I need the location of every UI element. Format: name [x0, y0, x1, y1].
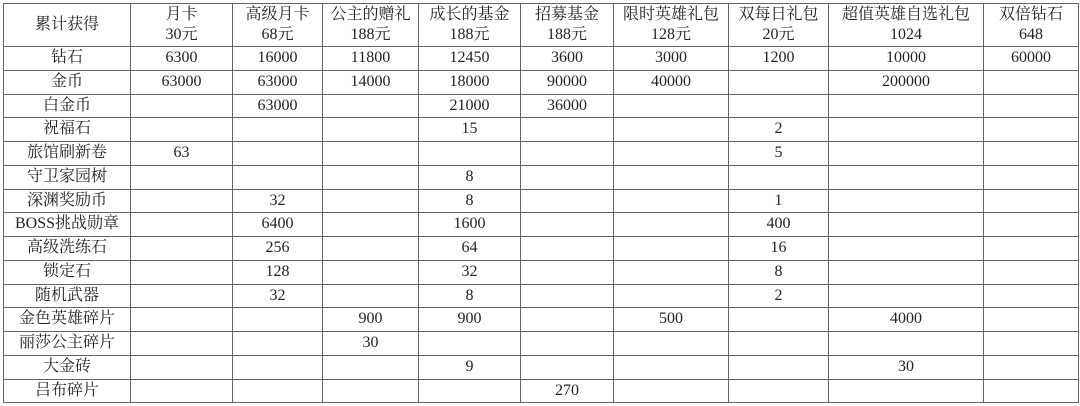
table-cell: 12450: [419, 47, 521, 71]
table-cell: [521, 332, 614, 356]
table-row: [4, 142, 1079, 166]
table-cell: [323, 142, 419, 166]
row-header: 随机武器: [4, 284, 131, 308]
table-cell: 11800: [323, 47, 419, 71]
table-cell: 63: [131, 142, 233, 166]
table-cell: 900: [323, 308, 419, 332]
table-cell: [521, 260, 614, 284]
table-row: [4, 70, 1079, 94]
row-header: 金色英雄碎片: [4, 308, 131, 332]
table-cell: 30: [829, 355, 984, 379]
column-price: 128元: [650, 26, 691, 43]
column-label: 超值英雄自选礼包: [841, 6, 970, 23]
row-header: 吕布碎片: [4, 379, 131, 403]
table-cell: [984, 165, 1079, 189]
table-cell: [521, 189, 614, 213]
table-cell: [614, 379, 729, 403]
table-cell: [984, 332, 1079, 356]
table-cell: [131, 379, 233, 403]
table-body: [4, 47, 1079, 403]
table-cell: 3600: [521, 47, 614, 71]
table-cell: 9: [419, 355, 521, 379]
column-header: [323, 4, 419, 47]
table-cell: [984, 260, 1079, 284]
table-cell: [829, 237, 984, 261]
table-cell: [233, 118, 323, 142]
table-cell: [419, 379, 521, 403]
table-cell: [614, 118, 729, 142]
table-cell: 63000: [233, 94, 323, 118]
table-cell: [614, 284, 729, 308]
table-cell: [829, 260, 984, 284]
table-cell: [829, 118, 984, 142]
table-cell: [131, 284, 233, 308]
table-cell: [521, 355, 614, 379]
column-label: 双每日礼包: [738, 6, 819, 23]
table-cell: 5: [729, 142, 829, 166]
table-cell: 63000: [131, 70, 233, 94]
table-cell: [614, 189, 729, 213]
table-cell: [614, 260, 729, 284]
column-header: [729, 4, 829, 47]
table-cell: 64: [419, 237, 521, 261]
table-cell: [521, 284, 614, 308]
row-header: 高级洗练石: [4, 237, 131, 261]
table-cell: [614, 94, 729, 118]
row-header: 钻石: [4, 47, 131, 71]
table-cell: 16: [729, 237, 829, 261]
table-cell: [419, 332, 521, 356]
column-price: 30元: [165, 26, 198, 43]
column-price: 20元: [762, 26, 795, 43]
column-header: [419, 4, 521, 47]
table-cell: [131, 213, 233, 237]
table-cell: [984, 355, 1079, 379]
table-row: [4, 284, 1079, 308]
table-cell: [984, 379, 1079, 403]
table-cell: 1200: [729, 47, 829, 71]
table-cell: [984, 213, 1079, 237]
table-cell: [984, 189, 1079, 213]
column-label: 高级月卡: [245, 6, 310, 23]
table-row: [4, 379, 1079, 403]
table-cell: 16000: [233, 47, 323, 71]
table-cell: 8: [419, 284, 521, 308]
table-cell: [829, 332, 984, 356]
column-label: 成长的基金: [429, 6, 510, 23]
table-cell: [131, 165, 233, 189]
row-header: 锁定石: [4, 260, 131, 284]
table-cell: [233, 308, 323, 332]
table-cell: [614, 237, 729, 261]
table-row: [4, 355, 1079, 379]
table-cell: [829, 379, 984, 403]
table-cell: 1600: [419, 213, 521, 237]
column-label: 招募基金: [534, 6, 599, 23]
table-cell: [521, 213, 614, 237]
row-header: 大金砖: [4, 355, 131, 379]
table-cell: 900: [419, 308, 521, 332]
table-cell: [614, 332, 729, 356]
row-header: 祝福石: [4, 118, 131, 142]
table-cell: [729, 308, 829, 332]
table-cell: 256: [233, 237, 323, 261]
table-row: [4, 237, 1079, 261]
table-cell: [323, 284, 419, 308]
table-cell: 30: [323, 332, 419, 356]
table-cell: [829, 142, 984, 166]
table-cell: [984, 70, 1079, 94]
table-cell: 4000: [829, 308, 984, 332]
table-cell: [323, 165, 419, 189]
table-cell: [233, 355, 323, 379]
table-cell: [984, 237, 1079, 261]
table-cell: 8: [729, 260, 829, 284]
table-cell: [729, 70, 829, 94]
table-cell: 40000: [614, 70, 729, 94]
table-cell: [323, 237, 419, 261]
table-cell: [729, 332, 829, 356]
row-header: 守卫家园树: [4, 165, 131, 189]
column-header: [829, 4, 984, 47]
table-cell: [323, 94, 419, 118]
table-cell: 10000: [829, 47, 984, 71]
column-price: 68元: [261, 26, 294, 43]
table-cell: 18000: [419, 70, 521, 94]
cumulative-rewards-table: [3, 3, 1079, 403]
table-row: [4, 94, 1079, 118]
table-cell: [984, 118, 1079, 142]
column-price: 1024: [890, 26, 922, 43]
row-header: 金币: [4, 70, 131, 94]
table-cell: [131, 355, 233, 379]
table-row: [4, 213, 1079, 237]
table-cell: 3000: [614, 47, 729, 71]
table-cell: 21000: [419, 94, 521, 118]
table-row: [4, 118, 1079, 142]
table-cell: [614, 142, 729, 166]
table-cell: 60000: [984, 47, 1079, 71]
table-cell: [131, 332, 233, 356]
table-cell: [521, 308, 614, 332]
table-cell: [729, 94, 829, 118]
column-label: 月卡: [165, 6, 198, 23]
table-cell: [323, 379, 419, 403]
table-row: [4, 189, 1079, 213]
table-cell: [829, 213, 984, 237]
column-header: [521, 4, 614, 47]
table-cell: [323, 355, 419, 379]
table-cell: 90000: [521, 70, 614, 94]
table-cell: 32: [233, 189, 323, 213]
row-header: 旅馆刷新卷: [4, 142, 131, 166]
table-cell: [233, 379, 323, 403]
row-header: 白金币: [4, 94, 131, 118]
table-cell: [419, 142, 521, 166]
table-cell: [521, 142, 614, 166]
column-price: 648: [1019, 26, 1043, 43]
table-cell: [323, 260, 419, 284]
table-cell: 500: [614, 308, 729, 332]
table-cell: 2: [729, 284, 829, 308]
table-cell: [729, 165, 829, 189]
column-label: 限时英雄礼包: [622, 6, 719, 23]
table-cell: [984, 94, 1079, 118]
row-header: 深渊奖励币: [4, 189, 131, 213]
table-cell: [984, 284, 1079, 308]
table-cell: [614, 165, 729, 189]
column-price: 188元: [449, 26, 490, 43]
table-cell: [614, 213, 729, 237]
table-cell: [521, 118, 614, 142]
table-cell: 400: [729, 213, 829, 237]
table-cell: [729, 379, 829, 403]
table-cell: 14000: [323, 70, 419, 94]
table-cell: [521, 237, 614, 261]
table-row: [4, 260, 1079, 284]
table-cell: 1: [729, 189, 829, 213]
column-label: 双倍钻石: [998, 6, 1063, 23]
table-cell: [984, 308, 1079, 332]
column-price: 188元: [546, 26, 587, 43]
table-row: [4, 332, 1079, 356]
corner-header-cell: 累计获得: [4, 4, 131, 47]
table-cell: [829, 189, 984, 213]
row-header: 丽莎公主碎片: [4, 332, 131, 356]
column-header: [233, 4, 323, 47]
row-header: BOSS挑战勋章: [4, 213, 131, 237]
table-cell: 128: [233, 260, 323, 284]
table-cell: [131, 260, 233, 284]
header-row: [4, 4, 1079, 47]
table-cell: [131, 189, 233, 213]
table-cell: 36000: [521, 94, 614, 118]
table-cell: 15: [419, 118, 521, 142]
column-label: 公主的赠礼: [330, 6, 411, 23]
column-header: [614, 4, 729, 47]
table-cell: 2: [729, 118, 829, 142]
table-cell: [131, 118, 233, 142]
table-cell: [829, 165, 984, 189]
table-cell: 270: [521, 379, 614, 403]
table-cell: [131, 237, 233, 261]
table-cell: [323, 118, 419, 142]
table-cell: [829, 94, 984, 118]
table-cell: [614, 355, 729, 379]
table-cell: 6400: [233, 213, 323, 237]
table-cell: 200000: [829, 70, 984, 94]
column-header: [131, 4, 233, 47]
table-cell: [323, 213, 419, 237]
table-cell: [233, 165, 323, 189]
table-cell: 63000: [233, 70, 323, 94]
table-cell: [131, 308, 233, 332]
column-price: 188元: [350, 26, 391, 43]
table-cell: 8: [419, 165, 521, 189]
table-cell: [233, 332, 323, 356]
table-cell: 8: [419, 189, 521, 213]
table-cell: [829, 284, 984, 308]
table-row: [4, 165, 1079, 189]
table-row: [4, 308, 1079, 332]
table-cell: [521, 165, 614, 189]
table-cell: [233, 142, 323, 166]
table-cell: [729, 355, 829, 379]
table-cell: 6300: [131, 47, 233, 71]
column-header: [984, 4, 1079, 47]
table-cell: [131, 94, 233, 118]
table-cell: [984, 142, 1079, 166]
table-cell: 32: [233, 284, 323, 308]
table-row: [4, 47, 1079, 71]
table-cell: 32: [419, 260, 521, 284]
table-cell: [323, 189, 419, 213]
